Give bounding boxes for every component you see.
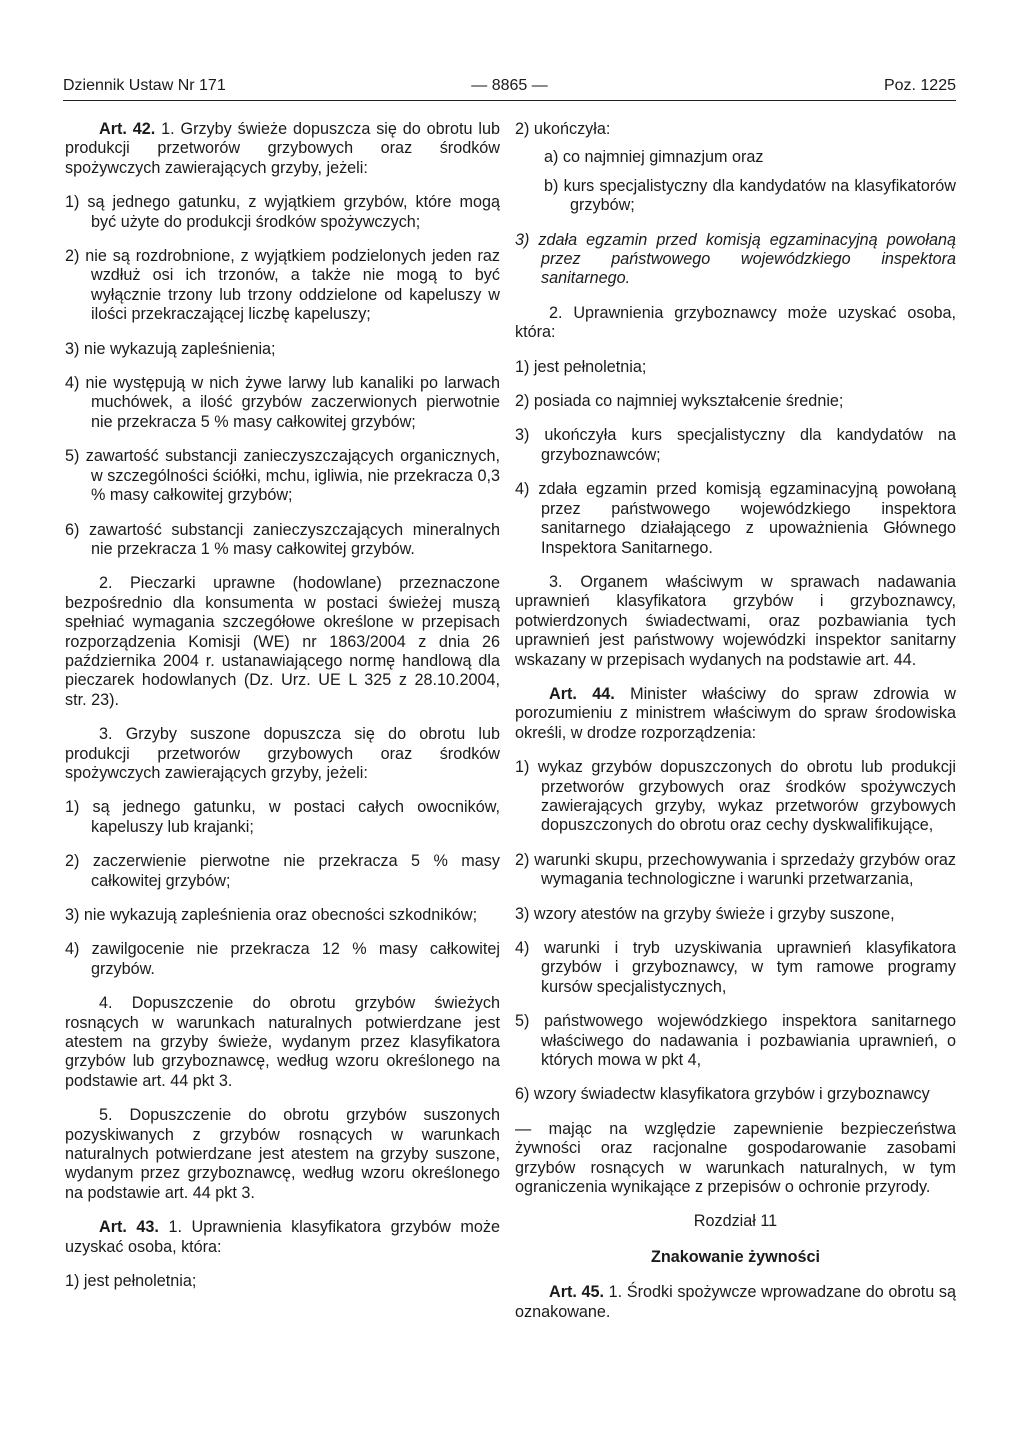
closing-clause: — mając na względzie zapewnienie bezpieczeństwa żywności oraz racjonalne gospodarowanie zasobami grzybów rosnących w warunkach naturalnych, w tym ograniczenia wynikające z przepisów o ochronie przyrody.	[515, 1119, 956, 1197]
list-item: 4) warunki i tryb uzyskiwania uprawnień klasyfikatora grzybów i grzyboznawcy, w tym ramowe programy kursów specjalistycznych,	[515, 939, 956, 996]
art43-label: Art. 43.	[99, 1218, 159, 1237]
left-column	[65, 120, 500, 1307]
list-item: 4) nie występują w nich żywe larwy lub kanaliki po larwach muchówek, a ilość grzybów zaczerwionych pierwotnie nie przekracza 5 % masy całkowitej grzybów;	[65, 374, 500, 431]
list-item: 3) wzory atestów na grzyby świeże i grzyby suszone,	[515, 904, 895, 923]
list-item: 5) zawartość substancji zanieczyszczających organicznych, w szczególności ściółki, mchu, igliwia, nie przekracza 0,3 % masy całkowitej grzybów;	[65, 447, 500, 505]
art42-paragraph-2: 2. Pieczarki uprawne (hodowlane) przeznaczone bezpośrednio dla konsumenta w postaci świeżej muszą spełniać wymagania szczegółowe określone w przepisach rozporządzenia Komisji (WE) nr 1863/2004 z dnia 26 października 2004 r. ustanawiającego normę handlową dla pieczarek hodowlanych (Dz. Urz. UE L 325 z 28.10.2004, str. 23).	[65, 574, 500, 709]
list-item: 1) jest pełnoletnia;	[65, 1272, 197, 1291]
list-item: 3) nie wykazują zapleśnienia oraz obecności szkodników;	[65, 906, 478, 924]
list-item: 1) jest pełnoletnia;	[515, 357, 647, 376]
list-item: 4) zdała egzamin przed komisją egzaminacyjną powołaną przez państwowego wojewódzkiego inspektora sanitarnego działającego z upoważnienia Głównego Inspektora Sanitarnego.	[515, 480, 956, 557]
art43-paragraph-3: 3. Organem właściwym w sprawach nadawania uprawnień klasyfikatora grzybów i grzyboznawcy, potwierdzonych świadectwami, oraz pozbawiania tych uprawnień jest państwowy wojewódzki inspektor sanitarny wskazany w przepisach wydanych na podstawie art. 44.	[515, 572, 956, 669]
list-item-italic: 3) zdała egzamin przed komisją egzaminacyjną powołaną przez państwowego wojewódzkiego inspektora sanitarnego.	[515, 230, 956, 288]
journal-title: Dziennik Ustaw Nr 171	[63, 77, 226, 94]
list-item: 2) nie są rozdrobnione, z wyjątkiem podzielonych jeden raz wzdłuż osi ich trzonów, a także nie mogą to być wyłącznie trzony lub trzony oddzielone od kapeluszy w ilości przekraczającej liczbę kapeluszy;	[65, 247, 500, 324]
list-item: 2) posiada co najmniej wykształcenie średnie;	[515, 392, 844, 411]
list-item: 6) zawartość substancji zanieczyszczających mineralnych nie przekracza 1 % masy całkowitej grzybów.	[65, 520, 500, 558]
page-header	[63, 74, 956, 101]
art42-paragraph-1: Art. 42. 1. Grzyby świeże dopuszcza się do obrotu lub produkcji przetworów grzybowych oraz środków spożywczych zawierających grzyby, jeżeli:	[65, 120, 500, 177]
art42-paragraph-5: 5. Dopuszczenie do obrotu grzybów suszonych pozyskiwanych z grzybów rosnących w warunkach naturalnych potwierdzane jest atestem na grzyby suszone, wydanym przez grzyboznawcę, według wzoru określonego na podstawie art. 44 pkt 3.	[65, 1106, 500, 1202]
position-number: Poz. 1225	[883, 77, 956, 94]
right-column	[515, 120, 956, 1337]
chapter-title: Znakowanie żywności	[650, 1247, 821, 1266]
art43-paragraph-2: 2. Uprawnienia grzyboznawcy może uzyskać osoba, która:	[515, 303, 956, 342]
list-item: 2) ukończyła:	[515, 120, 611, 138]
list-item: 3) nie wykazują zapleśnienia;	[65, 339, 276, 358]
list-item: 4) zawilgocenie nie przekracza 12 % masy całkowitej grzybów.	[65, 940, 500, 978]
art45-paragraph: Art. 45. 1. Środki spożywcze wprowadzane do obrotu są oznakowane.	[515, 1283, 956, 1321]
art44-paragraph: Art. 44. Minister właściwy do spraw zdrowia w porozumieniu z ministrem właściwym do spraw środowiska określi, w drodze rozporządzenia:	[515, 684, 956, 742]
list-item: 6) wzory świadectw klasyfikatora grzybów i grzyboznawcy	[515, 1085, 930, 1104]
list-item: 2) zaczerwienie pierwotne nie przekracza 5 % masy całkowitej grzybów;	[65, 852, 500, 890]
list-item: 1) są jednego gatunku, w postaci całych owocników, kapeluszy lub krajanki;	[65, 798, 500, 836]
list-item: 3) ukończyła kurs specjalistyczny dla kandydatów na grzyboznawców;	[515, 426, 956, 464]
art42-label: Art. 42.	[99, 120, 156, 138]
sub-list-item: a) co najmniej gimnazjum oraz	[544, 148, 764, 167]
art42-paragraph-4: 4. Dopuszczenie do obrotu grzybów świeżych rosnących w warunkach naturalnych potwierdzane jest atestem na grzyby świeże, wydanym przez klasyfikatora grzybów lub grzyboznawcę, według wzoru określonego na podstawie art. 44 pkt 3.	[65, 994, 500, 1090]
page-number: — 8865 —	[471, 77, 548, 94]
chapter-heading: Rozdział 11	[693, 1212, 778, 1231]
list-item: 2) warunki skupu, przechowywania i sprzedaży grzybów oraz wymagania technologiczne i warunki przetwarzania,	[515, 850, 956, 889]
list-item: 5) państwowego wojewódzkiego inspektora sanitarnego właściwego do nadawania i pozbawiania uprawnień, o których mowa w pkt 4,	[515, 1012, 956, 1070]
list-item: 1) są jednego gatunku, z wyjątkiem grzybów, które mogą być użyte do produkcji środków spożywczych;	[65, 193, 500, 231]
list-item: 1) wykaz grzybów dopuszczonych do obrotu lub produkcji przetworów grzybowych oraz środków spożywczych zawierających grzyby, wykaz przetworów grzybowych dopuszczonych do obrotu oraz cechy dyskwalifikujące,	[515, 758, 956, 835]
art43-paragraph-1: Art. 43. 1. Uprawnienia klasyfikatora grzybów może uzyskać osoba, która:	[65, 1218, 500, 1256]
art45-label: Art. 45.	[549, 1283, 605, 1302]
art42-paragraph-3: 3. Grzyby suszone dopuszcza się do obrotu lub produkcji przetworów grzybowych oraz środków spożywczych zawierających grzyby, jeżeli:	[65, 725, 500, 782]
art44-label: Art. 44.	[549, 684, 615, 703]
sub-list-item: b) kurs specjalistyczny dla kandydatów na klasyfikatorów grzybów;	[544, 176, 956, 215]
